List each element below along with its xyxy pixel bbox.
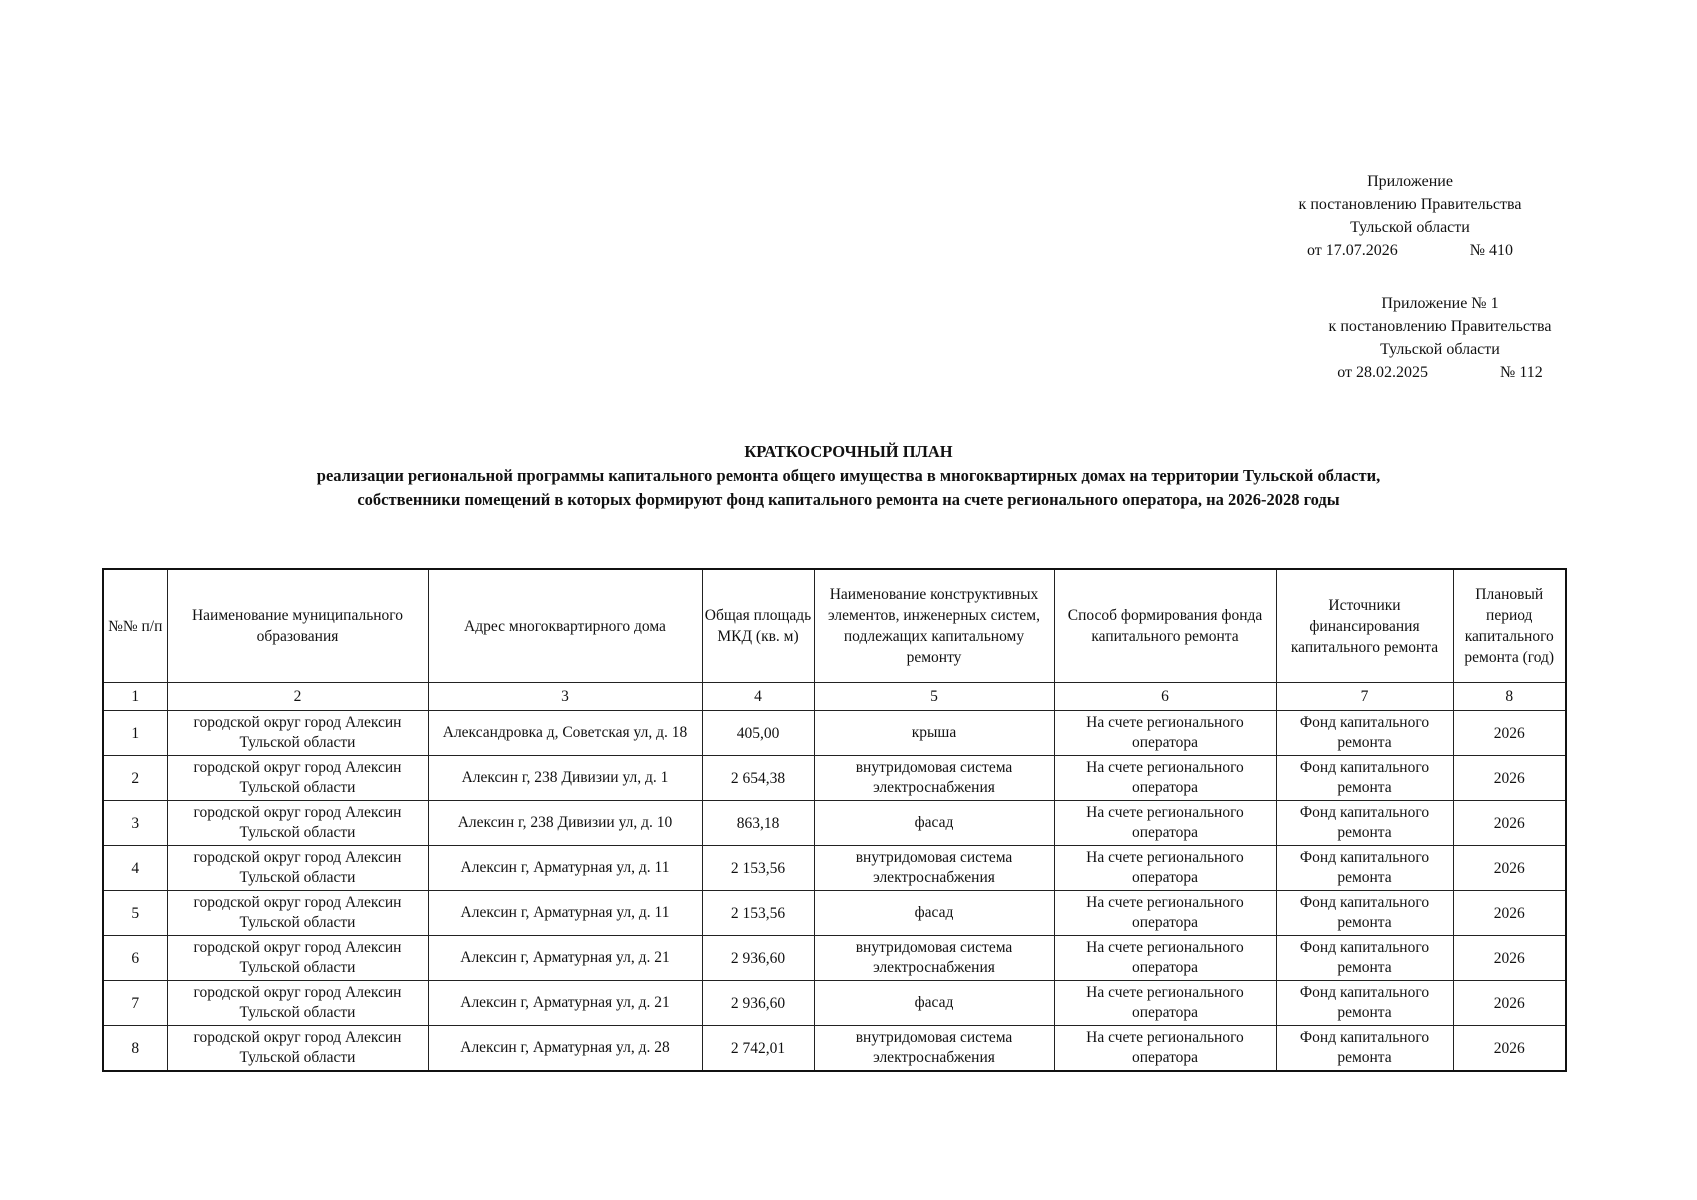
- column-number: 1: [103, 683, 167, 711]
- column-header: Общая площадь МКД (кв. м): [702, 569, 814, 683]
- row-index: 2: [103, 756, 167, 801]
- funding-source-cell: Фонд капитального ремонта: [1276, 846, 1453, 891]
- fund-method-cell: На счете регионального оператора: [1054, 711, 1276, 756]
- column-header: №№ п/п: [103, 569, 167, 683]
- row-index: 4: [103, 846, 167, 891]
- funding-source-cell: Фонд капитального ремонта: [1276, 936, 1453, 981]
- appendix-current-line2: к постановлению Правительства: [1298, 196, 1522, 213]
- element-cell: внутридомовая система электроснабжения: [814, 846, 1054, 891]
- period-cell: 2026: [1453, 936, 1566, 981]
- period-cell: 2026: [1453, 711, 1566, 756]
- row-index: 6: [103, 936, 167, 981]
- period-cell: 2026: [1453, 891, 1566, 936]
- document-title-main: КРАТКОСРОЧНЫЙ ПЛАН: [744, 442, 953, 461]
- area-cell: 2 654,38: [702, 756, 814, 801]
- address-cell: Алексин г, Арматурная ул, д. 21: [428, 936, 702, 981]
- column-number: 3: [428, 683, 702, 711]
- funding-source-cell: Фонд капитального ремонта: [1276, 801, 1453, 846]
- municipality-cell: городской округ город Алексин Тульской области: [167, 1026, 428, 1072]
- area-cell: 2 153,56: [702, 891, 814, 936]
- row-index: 1: [103, 711, 167, 756]
- fund-method-cell: На счете регионального оператора: [1054, 801, 1276, 846]
- element-cell: фасад: [814, 801, 1054, 846]
- fund-method-cell: На счете регионального оператора: [1054, 981, 1276, 1026]
- area-cell: 2 936,60: [702, 936, 814, 981]
- area-cell: 405,00: [702, 711, 814, 756]
- element-cell: крыша: [814, 711, 1054, 756]
- municipality-cell: городской округ город Алексин Тульской области: [167, 756, 428, 801]
- column-number: 6: [1054, 683, 1276, 711]
- municipality-cell: городской округ город Алексин Тульской области: [167, 801, 428, 846]
- address-cell: Алексин г, 238 Дивизии ул, д. 1: [428, 756, 702, 801]
- municipality-cell: городской округ город Алексин Тульской области: [167, 891, 428, 936]
- fund-method-cell: На счете регионального оператора: [1054, 756, 1276, 801]
- area-cell: 863,18: [702, 801, 814, 846]
- plan-table: [102, 568, 1567, 1072]
- table-row: [103, 711, 1566, 756]
- element-cell: внутридомовая система электроснабжения: [814, 936, 1054, 981]
- table-row: [103, 756, 1566, 801]
- column-header: Наименование конструктивных элементов, инженерных систем, подлежащих капитальному ремонту: [814, 569, 1054, 683]
- address-cell: Александровка д, Советская ул, д. 18: [428, 711, 702, 756]
- row-index: 8: [103, 1026, 167, 1072]
- appendix-original-number: № 112: [1500, 364, 1543, 381]
- appendix-original-line3: Тульской области: [1380, 341, 1500, 358]
- municipality-cell: городской округ город Алексин Тульской области: [167, 711, 428, 756]
- column-header: Наименование муниципального образования: [167, 569, 428, 683]
- municipality-cell: городской округ город Алексин Тульской области: [167, 981, 428, 1026]
- appendix-current-number: № 410: [1469, 242, 1514, 259]
- element-cell: внутридомовая система электроснабжения: [814, 1026, 1054, 1072]
- municipality-cell: городской округ город Алексин Тульской области: [167, 936, 428, 981]
- fund-method-cell: На счете регионального оператора: [1054, 1026, 1276, 1072]
- table-header-row: [103, 569, 1566, 683]
- funding-source-cell: Фонд капитального ремонта: [1276, 891, 1453, 936]
- row-index: 5: [103, 891, 167, 936]
- address-cell: Алексин г, Арматурная ул, д. 21: [428, 981, 702, 1026]
- table-row: [103, 891, 1566, 936]
- address-cell: Алексин г, Арматурная ул, д. 28: [428, 1026, 702, 1072]
- appendix-current-line3: Тульской области: [1350, 219, 1470, 236]
- period-cell: 2026: [1453, 846, 1566, 891]
- address-cell: Алексин г, Арматурная ул, д. 11: [428, 846, 702, 891]
- column-header: Способ формирования фонда капитального ремонта: [1054, 569, 1276, 683]
- funding-source-cell: Фонд капитального ремонта: [1276, 981, 1453, 1026]
- appendix-current-date: от 17.07.2026: [1306, 242, 1398, 259]
- table-row: [103, 936, 1566, 981]
- table-row: [103, 981, 1566, 1026]
- column-number-row: [103, 683, 1566, 711]
- column-header: Адрес многоквартирного дома: [428, 569, 702, 683]
- document-title-line3: собственники помещений в которых формируют фонд капитального ремонта на счете регионального оператора, на 2026-2028 годы: [357, 490, 1340, 509]
- appendix-original-line1: Приложение № 1: [1381, 295, 1499, 312]
- appendix-original-line2: к постановлению Правительства: [1328, 318, 1552, 335]
- document-title-line2: реализации региональной программы капитального ремонта общего имущества в многоквартирных домах на территории Тульской области,: [316, 466, 1381, 485]
- funding-source-cell: Фонд капитального ремонта: [1276, 756, 1453, 801]
- column-number: 2: [167, 683, 428, 711]
- row-index: 7: [103, 981, 167, 1026]
- column-number: 7: [1276, 683, 1453, 711]
- period-cell: 2026: [1453, 801, 1566, 846]
- element-cell: фасад: [814, 981, 1054, 1026]
- element-cell: фасад: [814, 891, 1054, 936]
- funding-source-cell: Фонд капитального ремонта: [1276, 711, 1453, 756]
- appendix-original: [1270, 292, 1610, 384]
- funding-source-cell: Фонд капитального ремонта: [1276, 1026, 1453, 1072]
- period-cell: 2026: [1453, 756, 1566, 801]
- period-cell: 2026: [1453, 1026, 1566, 1072]
- row-index: 3: [103, 801, 167, 846]
- address-cell: Алексин г, Арматурная ул, д. 11: [428, 891, 702, 936]
- document-title: [0, 440, 1697, 512]
- municipality-cell: городской округ город Алексин Тульской области: [167, 846, 428, 891]
- appendix-original-date-row: [1270, 361, 1610, 384]
- column-number: 5: [814, 683, 1054, 711]
- element-cell: внутридомовая система электроснабжения: [814, 756, 1054, 801]
- appendix-current-date-row: [1240, 239, 1580, 262]
- period-cell: 2026: [1453, 981, 1566, 1026]
- fund-method-cell: На счете регионального оператора: [1054, 846, 1276, 891]
- column-header: Источники финансирования капитального ремонта: [1276, 569, 1453, 683]
- area-cell: 2 153,56: [702, 846, 814, 891]
- table-row: [103, 801, 1566, 846]
- address-cell: Алексин г, 238 Дивизии ул, д. 10: [428, 801, 702, 846]
- column-number: 4: [702, 683, 814, 711]
- fund-method-cell: На счете регионального оператора: [1054, 891, 1276, 936]
- area-cell: 2 936,60: [702, 981, 814, 1026]
- appendix-current-line1: Приложение: [1367, 173, 1453, 190]
- table-row: [103, 1026, 1566, 1072]
- table-row: [103, 846, 1566, 891]
- area-cell: 2 742,01: [702, 1026, 814, 1072]
- fund-method-cell: На счете регионального оператора: [1054, 936, 1276, 981]
- appendix-original-date: от 28.02.2025: [1337, 364, 1429, 381]
- column-number: 8: [1453, 683, 1566, 711]
- appendix-current: [1240, 170, 1580, 262]
- column-header: Плановый период капитального ремонта (год): [1453, 569, 1566, 683]
